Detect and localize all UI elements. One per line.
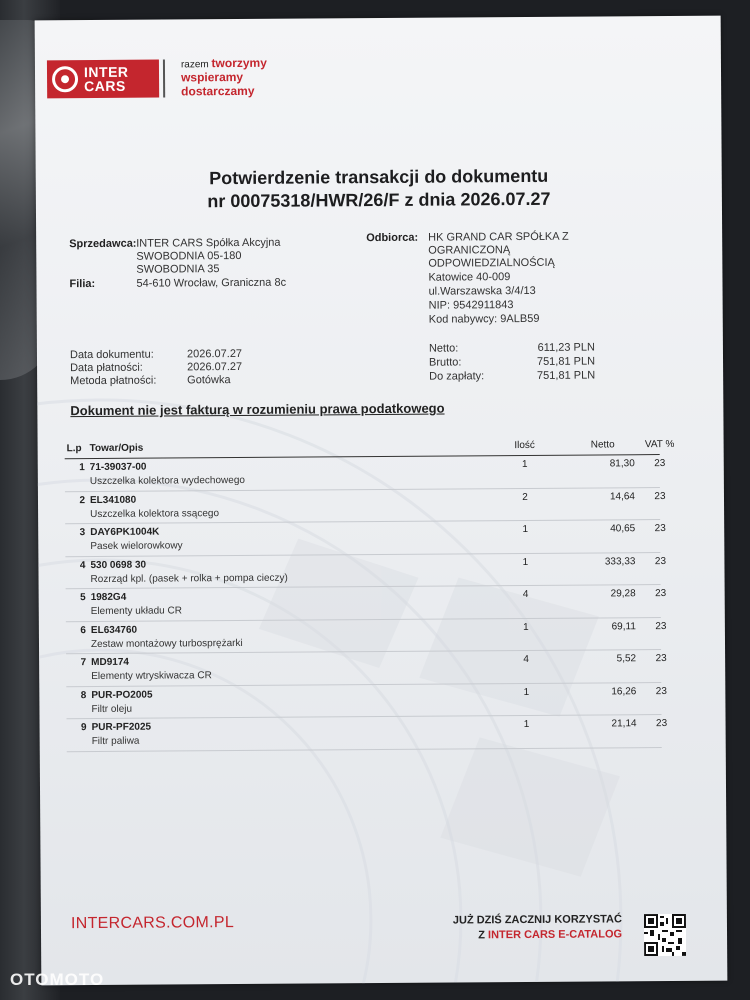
branch-label: Filia: <box>69 277 96 291</box>
title-line-2: nr 00075318/HWR/26/F z dnia 2026.07.27 <box>207 188 551 212</box>
header-qty: Ilość <box>514 439 535 452</box>
row-code: PUR-PF2025 <box>91 721 152 734</box>
cta-line-1: JUŻ DZIŚ ZACZNIJ KORZYSTAĆ <box>452 913 622 927</box>
row-lp: 2 <box>79 494 86 506</box>
row-code: 1982G4 <box>90 591 127 604</box>
buyer-line: NIP: 9542911843 <box>428 299 514 312</box>
row-lp: 6 <box>80 624 86 636</box>
slogan-word-1: tworzymy <box>211 55 267 71</box>
row-vat: 23 <box>654 490 666 502</box>
buyer-line: OGRANICZONĄ <box>428 244 511 257</box>
row-lp: 9 <box>80 722 87 734</box>
row-vat: 23 <box>654 523 666 535</box>
row-qty: 1 <box>521 458 528 471</box>
qr-code-icon <box>644 914 686 956</box>
row-lp: 8 <box>80 689 87 701</box>
title-line-1: Potwierdzenie transakcji do dokumentu <box>209 165 549 189</box>
row-desc: Rozrząd kpl. (pasek + rolka + pompa cieczy) <box>90 572 288 585</box>
logo-divider <box>163 59 165 97</box>
table-row <box>65 488 666 525</box>
total-value: 751,81 PLN <box>536 369 596 382</box>
row-qty: 1 <box>522 523 529 536</box>
header-item: Towar/Opis <box>89 442 144 455</box>
row-net: 29,28 <box>610 588 636 600</box>
buyer-label: Odbiorca: <box>366 231 419 245</box>
header-net: Netto <box>590 439 615 451</box>
buyer-line: Katowice 40-009 <box>428 271 511 284</box>
row-lp: 1 <box>79 462 85 474</box>
row-net: 333,33 <box>604 555 636 567</box>
row-vat: 23 <box>654 555 667 567</box>
seller-line: SWOBODNIA 05-180 <box>136 249 242 263</box>
row-desc: Elementy wtryskiwacza CR <box>91 670 212 683</box>
table-row <box>66 683 667 720</box>
disclaimer: Dokument nie jest fakturą w rozumieniu prawa podatkowego <box>70 400 445 419</box>
buyer-line: ul.Warszawska 3/4/13 <box>428 284 536 298</box>
header-vat: VAT % <box>644 438 675 451</box>
meta-label: Data dokumentu: <box>69 348 154 362</box>
meta-label: Data płatności: <box>70 361 143 375</box>
cta-brand: INTER CARS E-CATALOG <box>487 928 623 942</box>
footer-website: INTERCARS.COM.PL <box>70 914 235 933</box>
table-row <box>66 650 667 687</box>
row-lp: 7 <box>80 657 87 669</box>
cta-line-2 <box>453 927 622 943</box>
total-label: Do zapłaty: <box>429 370 485 383</box>
row-vat: 23 <box>654 458 666 470</box>
row-code: EL341080 <box>89 494 137 506</box>
logo-line2: CARS <box>84 77 126 95</box>
row-vat: 23 <box>655 653 667 665</box>
logo-mark-icon <box>52 66 78 92</box>
row-code: PUR-PO2005 <box>91 689 153 701</box>
row-vat: 23 <box>655 620 667 632</box>
meta-value: 2026.07.27 <box>186 347 243 361</box>
cta-prefix: Z <box>478 929 485 942</box>
footer-cta <box>453 912 622 943</box>
buyer-line: Kod nabywcy: 9ALB59 <box>428 312 540 326</box>
row-desc: Uszczelka kolektora wydechowego <box>89 474 245 488</box>
buyer-line: ODPOWIEDZIALNOŚCIĄ <box>428 256 555 270</box>
row-qty: 2 <box>522 491 528 503</box>
table-row <box>65 553 667 590</box>
row-qty: 1 <box>523 621 529 633</box>
row-vat: 23 <box>655 685 667 697</box>
seller-line: INTER CARS Spółka Akcyjna <box>136 236 281 250</box>
row-vat: 23 <box>655 718 668 730</box>
document-title <box>36 164 722 215</box>
meta-label: Metoda płatności: <box>70 374 157 388</box>
row-code: 530 0698 30 <box>90 559 147 571</box>
receipt-paper <box>35 16 728 986</box>
meta-value: Gotówka <box>187 374 231 387</box>
table-row <box>65 455 666 492</box>
slogan-word-3: dostarczamy <box>181 83 255 99</box>
total-label: Netto: <box>428 342 459 355</box>
row-code: DAY6PK1004K <box>90 526 160 539</box>
row-net: 14,64 <box>609 490 636 502</box>
table-row <box>65 520 666 557</box>
total-label: Brutto: <box>428 356 462 369</box>
row-qty: 1 <box>523 686 530 698</box>
table-row <box>66 585 667 622</box>
row-lp: 3 <box>79 527 86 539</box>
row-qty: 1 <box>522 556 529 568</box>
table-row <box>67 715 668 752</box>
table-row <box>66 618 667 655</box>
row-net: 69,11 <box>611 620 636 632</box>
seller-line: SWOBODNIA 35 <box>136 263 220 276</box>
slogan-word-2: wspieramy <box>180 69 244 85</box>
slogan <box>181 57 267 100</box>
header-lp: L.p <box>66 443 82 455</box>
buyer-line: HK GRAND CAR SPÓŁKA Z <box>428 230 569 244</box>
row-code: MD9174 <box>91 656 129 669</box>
otomoto-watermark: OTOMOTO <box>10 970 105 989</box>
row-net: 40,65 <box>610 523 636 535</box>
row-net: 81,30 <box>609 458 635 470</box>
row-net: 16,26 <box>611 685 637 697</box>
logo-line1: INTER <box>83 63 129 81</box>
row-qty: 1 <box>523 718 530 731</box>
row-code: EL634760 <box>90 624 138 636</box>
meta-value: 2026.07.27 <box>187 360 243 374</box>
row-desc: Filtr paliwa <box>91 735 140 748</box>
branch-address: 54-610 Wrocław, Graniczna 8c <box>136 276 287 290</box>
total-value: 611,23 PLN <box>537 341 595 354</box>
row-vat: 23 <box>655 588 667 600</box>
row-lp: 5 <box>80 592 86 604</box>
total-value: 751,81 PLN <box>536 355 596 368</box>
intercars-logo <box>47 60 159 99</box>
row-desc: Filtr oleju <box>91 703 133 715</box>
row-qty: 4 <box>522 588 529 601</box>
seller-label: Sprzedawca: <box>69 237 137 251</box>
row-desc: Pasek wielorowkowy <box>90 540 183 553</box>
row-code: 71-39037-00 <box>89 461 147 474</box>
items-table <box>65 434 675 752</box>
row-desc: Uszczelka kolektora ssącego <box>90 507 220 520</box>
row-net: 5,52 <box>616 653 637 665</box>
slogan-prefix: razem <box>180 59 209 71</box>
row-desc: Elementy układu CR <box>90 605 182 618</box>
row-lp: 4 <box>79 559 86 571</box>
row-net: 21,14 <box>611 718 637 730</box>
row-qty: 4 <box>523 653 529 666</box>
row-desc: Zestaw montażowy turbosprężarki <box>90 637 243 650</box>
